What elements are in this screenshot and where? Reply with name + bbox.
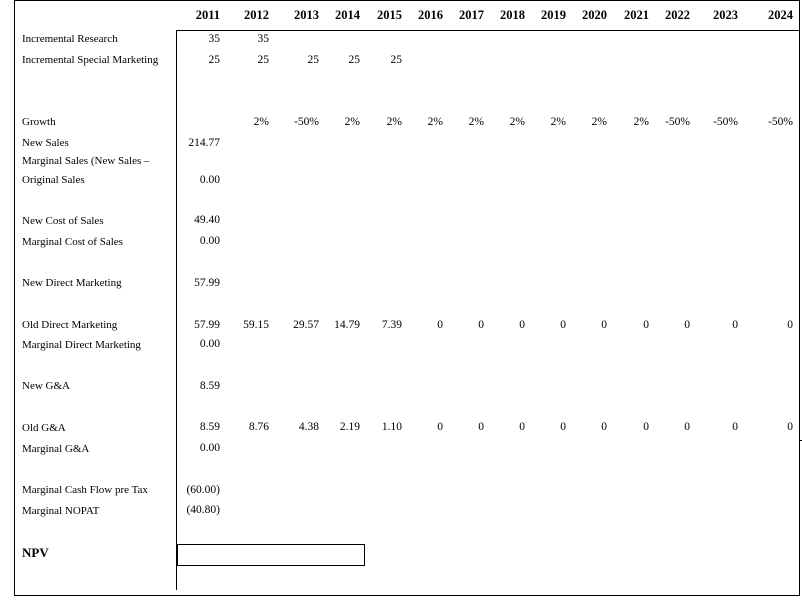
cell-incremental-special-marketing-2011[interactable]: 25 [208, 54, 220, 66]
cell-old-direct-marketing-2013[interactable]: 29.57 [293, 319, 319, 331]
year-header-2016: 2016 [418, 8, 443, 22]
cell-old-ga-2022[interactable]: 0 [684, 421, 690, 433]
cell-growth-2015[interactable]: 2% [386, 116, 402, 128]
cell-new-direct-marketing-2011[interactable]: 57.99 [194, 277, 220, 289]
cell-old-ga-2013[interactable]: 4.38 [298, 421, 319, 433]
cell-old-ga-2012[interactable]: 8.76 [248, 421, 269, 433]
row-label-marginal-sales-line1: Marginal Sales (New Sales – [22, 155, 150, 167]
cell-growth-2013[interactable]: -50% [294, 116, 319, 128]
cell-old-direct-marketing-2011[interactable]: 57.99 [194, 319, 220, 331]
cell-growth-2021[interactable]: 2% [633, 116, 649, 128]
row-label-marginal-cash-flow: Marginal Cash Flow pre Tax [22, 484, 148, 496]
cell-old-direct-marketing-2019[interactable]: 0 [560, 319, 566, 331]
cell-new-sales-2011[interactable]: 214.77 [188, 137, 220, 149]
cell-old-direct-marketing-2017[interactable]: 0 [478, 319, 484, 331]
cell-old-ga-2011[interactable]: 8.59 [199, 421, 220, 433]
row-label-new-direct-marketing: New Direct Marketing [22, 277, 122, 289]
row-label-marginal-nopat: Marginal NOPAT [22, 505, 100, 517]
cell-growth-2014[interactable]: 2% [344, 116, 360, 128]
cell-marginal-cash-flow-2011[interactable]: (60.00) [186, 484, 220, 496]
cell-old-direct-marketing-2024[interactable]: 0 [787, 319, 793, 331]
cell-growth-2020[interactable]: 2% [591, 116, 607, 128]
frame-bottom-border [14, 595, 800, 596]
cell-incremental-special-marketing-2014[interactable]: 25 [348, 54, 360, 66]
cell-old-ga-2015[interactable]: 1.10 [381, 421, 402, 433]
cell-old-direct-marketing-2012[interactable]: 59.15 [243, 319, 269, 331]
row-label-new-sales: New Sales [22, 137, 69, 149]
cell-incremental-special-marketing-2012[interactable]: 25 [257, 54, 269, 66]
cell-old-direct-marketing-2021[interactable]: 0 [643, 319, 649, 331]
cell-old-ga-2017[interactable]: 0 [478, 421, 484, 433]
cell-growth-2012[interactable]: 2% [253, 116, 269, 128]
row-label-new-ga: New G&A [22, 380, 70, 392]
cell-old-ga-2018[interactable]: 0 [519, 421, 525, 433]
cell-incremental-research-2011[interactable]: 35 [208, 33, 220, 45]
cell-growth-2024[interactable]: -50% [768, 116, 793, 128]
frame-left-border [14, 0, 15, 596]
row-label-marginal-direct-marketing: Marginal Direct Marketing [22, 339, 141, 351]
year-header-2018: 2018 [500, 8, 525, 22]
cell-growth-2017[interactable]: 2% [468, 116, 484, 128]
year-header-2017: 2017 [459, 8, 484, 22]
row-label-old-ga: Old G&A [22, 422, 66, 434]
year-header-2021: 2021 [624, 8, 649, 22]
row-label-incremental-special-marketing: Incremental Special Marketing [22, 54, 159, 66]
year-header-2019: 2019 [541, 8, 566, 22]
row-label-old-direct-marketing: Old Direct Marketing [22, 319, 118, 331]
year-header-2020: 2020 [582, 8, 607, 22]
year-header-2013: 2013 [294, 8, 319, 22]
row-label-growth: Growth [22, 116, 56, 128]
year-header-2014: 2014 [335, 8, 360, 22]
cell-old-ga-2023[interactable]: 0 [732, 421, 738, 433]
cell-old-direct-marketing-2023[interactable]: 0 [732, 319, 738, 331]
cell-marginal-nopat-2011[interactable]: (40.80) [186, 504, 220, 516]
frame-right-border [799, 0, 800, 596]
frame-top-border [14, 0, 800, 1]
cell-marginal-cost-of-sales-2011[interactable]: 0.00 [199, 235, 220, 247]
row-label-marginal-ga: Marginal G&A [22, 443, 90, 455]
row-label-marginal-cost-of-sales: Marginal Cost of Sales [22, 236, 123, 248]
row-label-new-cost-of-sales: New Cost of Sales [22, 215, 104, 227]
year-header-2024: 2024 [768, 8, 793, 22]
cell-growth-2018[interactable]: 2% [509, 116, 525, 128]
row-label-incremental-research: Incremental Research [22, 33, 118, 45]
cell-marginal-sales-2011[interactable]: 0.00 [199, 174, 220, 186]
cell-old-direct-marketing-2016[interactable]: 0 [437, 319, 443, 331]
cell-incremental-special-marketing-2013[interactable]: 25 [307, 54, 319, 66]
row-label-marginal-sales-line2: Original Sales [22, 174, 85, 186]
cell-old-ga-2016[interactable]: 0 [437, 421, 443, 433]
header-rule [176, 30, 800, 31]
cell-growth-2022[interactable]: -50% [665, 116, 690, 128]
cell-growth-2019[interactable]: 2% [550, 116, 566, 128]
year-header-2022: 2022 [665, 8, 690, 22]
cell-new-ga-2011[interactable]: 8.59 [199, 380, 220, 392]
cell-old-direct-marketing-2018[interactable]: 0 [519, 319, 525, 331]
year-header-2023: 2023 [713, 8, 738, 22]
cell-old-ga-2019[interactable]: 0 [560, 421, 566, 433]
cell-old-direct-marketing-2020[interactable]: 0 [601, 319, 607, 331]
cell-growth-2016[interactable]: 2% [427, 116, 443, 128]
cell-growth-2023[interactable]: -50% [713, 116, 738, 128]
cell-old-ga-2024[interactable]: 0 [787, 421, 793, 433]
year-header-2015: 2015 [377, 8, 402, 22]
cell-new-cost-of-sales-2011[interactable]: 49.40 [194, 214, 220, 226]
cell-old-direct-marketing-2014[interactable]: 14.79 [334, 319, 360, 331]
cell-incremental-special-marketing-2015[interactable]: 25 [390, 54, 402, 66]
npv-value-box[interactable] [177, 544, 365, 566]
cell-old-ga-2021[interactable]: 0 [643, 421, 649, 433]
cell-old-ga-2020[interactable]: 0 [601, 421, 607, 433]
year-header-2012: 2012 [244, 8, 269, 22]
cell-old-direct-marketing-2022[interactable]: 0 [684, 319, 690, 331]
cell-marginal-direct-marketing-2011[interactable]: 0.00 [199, 338, 220, 350]
cell-old-direct-marketing-2015[interactable]: 7.39 [381, 319, 402, 331]
cell-marginal-ga-2011[interactable]: 0.00 [199, 442, 220, 454]
npv-label: NPV [22, 545, 49, 560]
cell-incremental-research-2012[interactable]: 35 [257, 33, 269, 45]
cell-old-ga-2014[interactable]: 2.19 [339, 421, 360, 433]
year-header-2011: 2011 [195, 8, 220, 22]
